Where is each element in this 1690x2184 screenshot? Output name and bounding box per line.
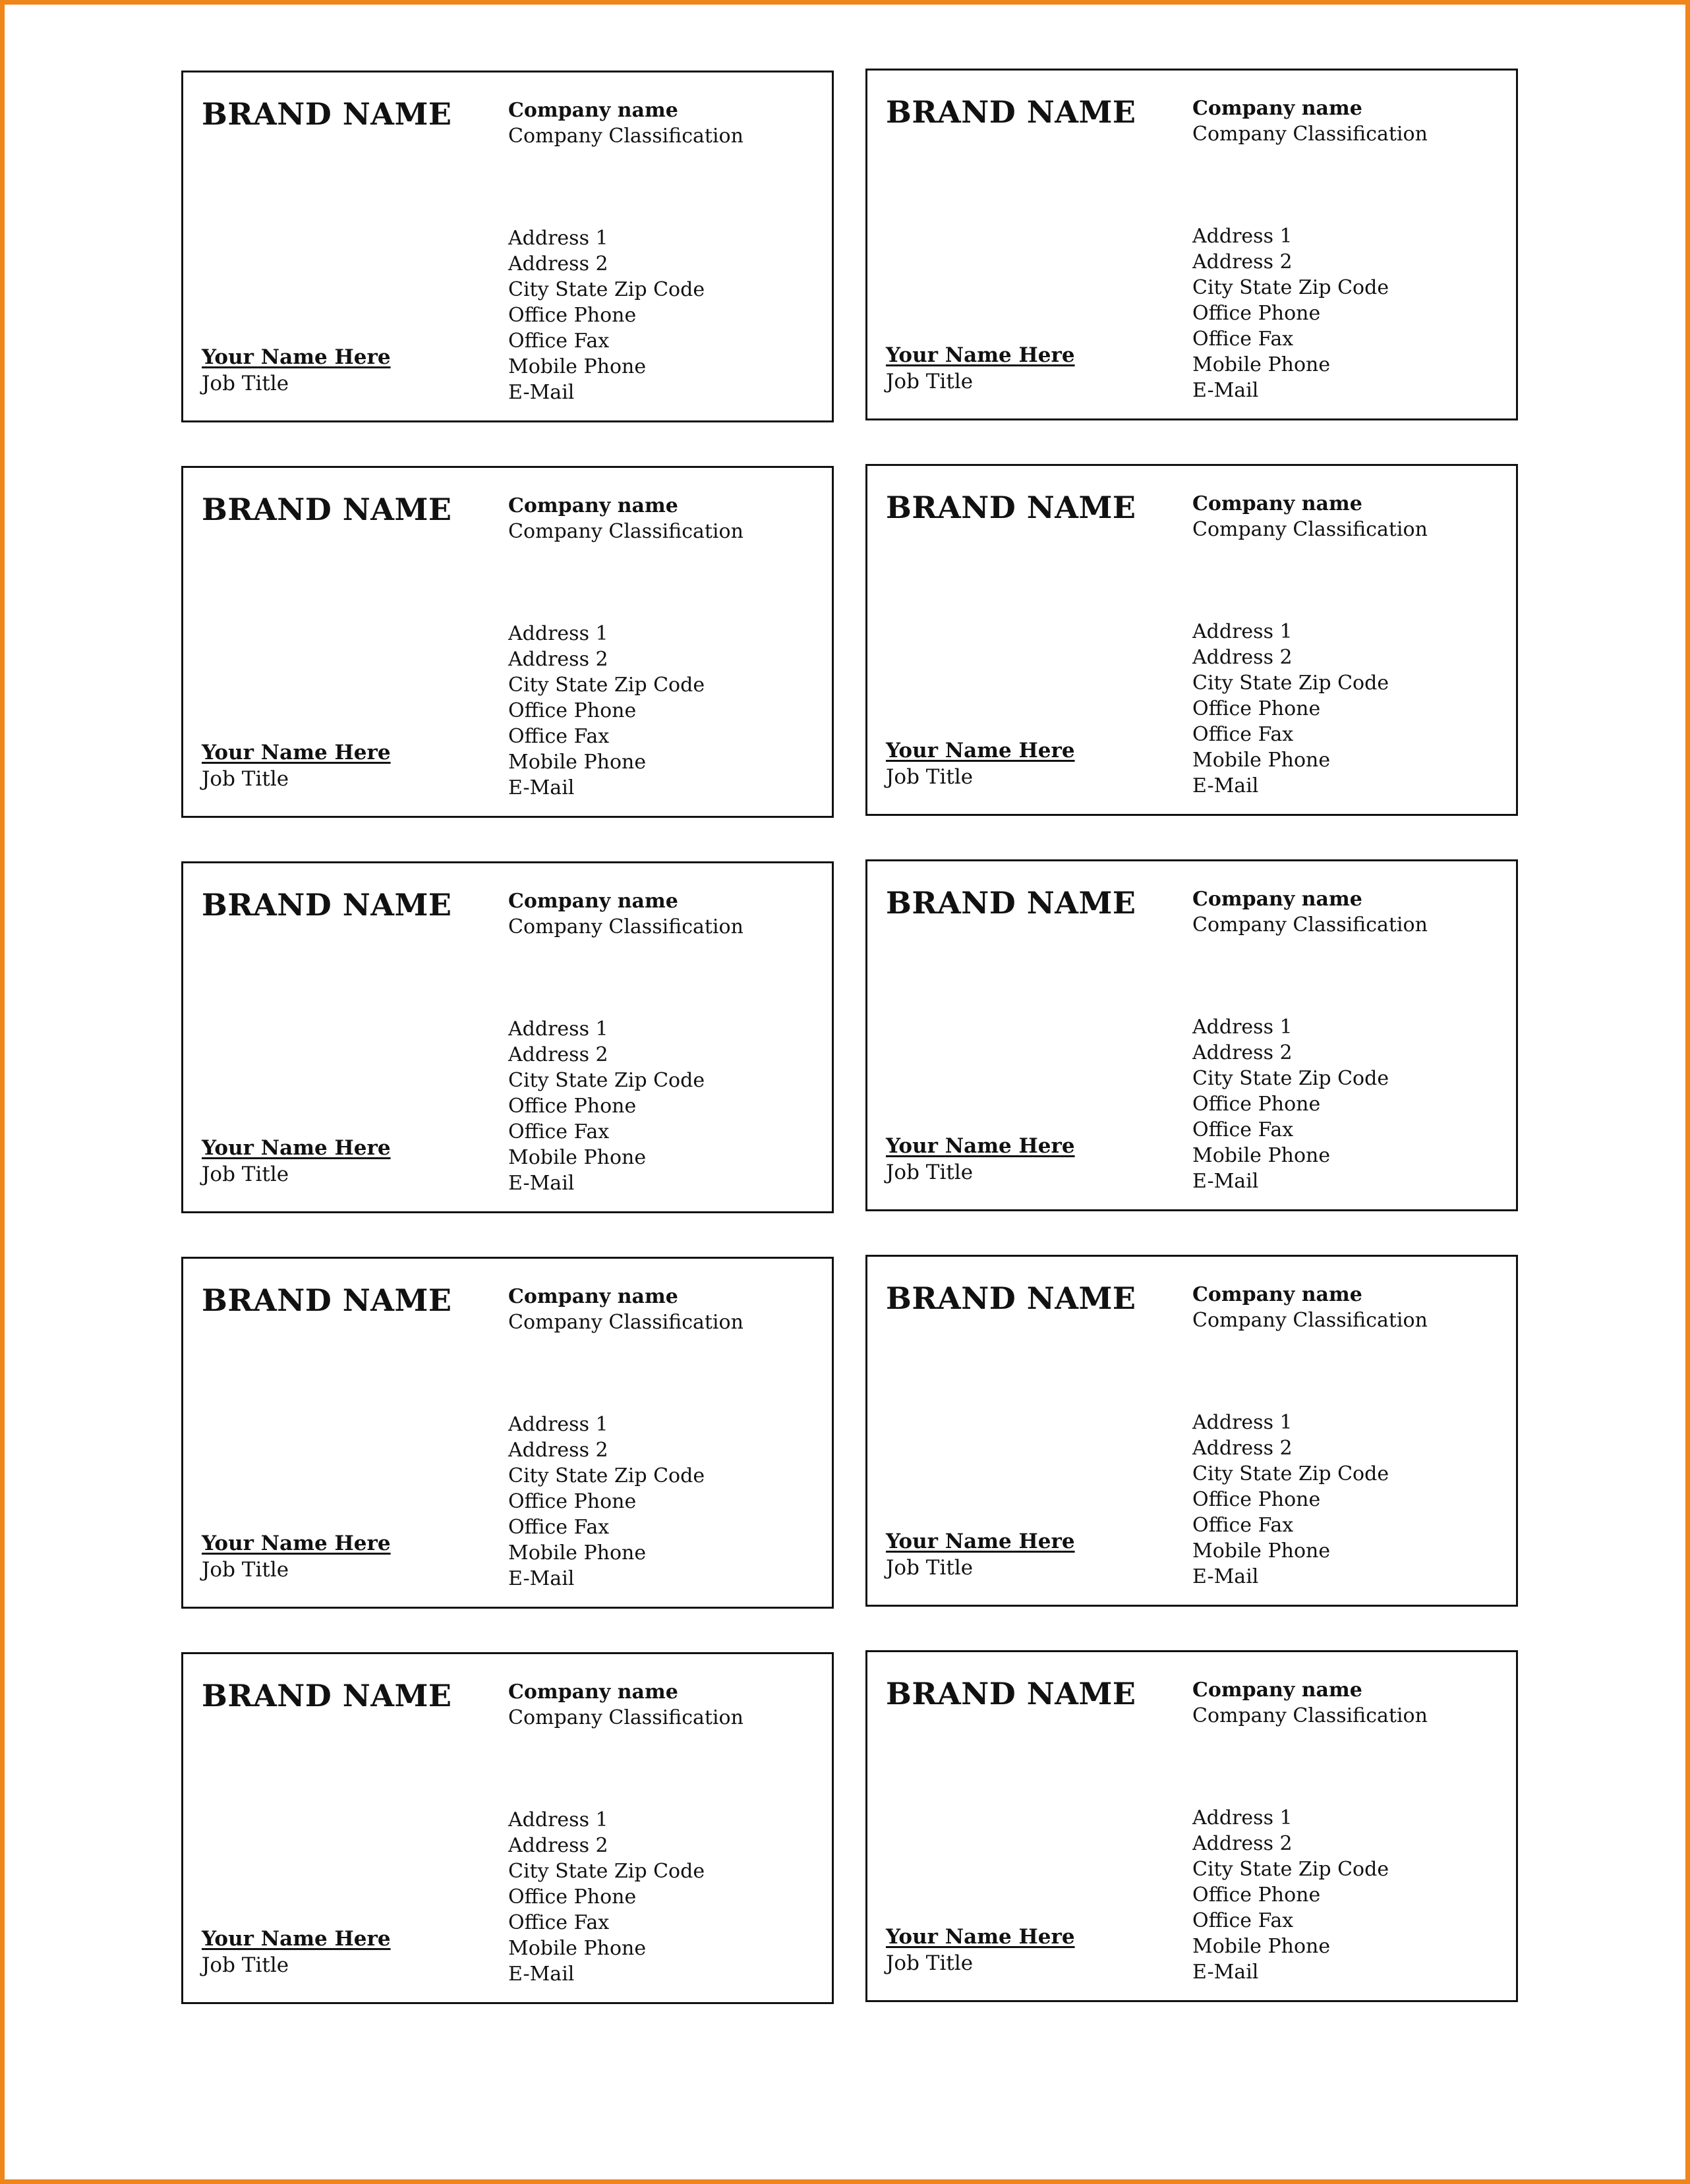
job-title: Job Title (886, 1161, 974, 1184)
contact-details (508, 1807, 705, 1987)
office-phone: Office Phone (1192, 697, 1321, 720)
mobile-phone: Mobile Phone (1192, 1539, 1331, 1563)
company-classification: Company Classification (1192, 913, 1428, 936)
office-fax: Office Fax (1192, 1909, 1294, 1932)
mobile-phone: Mobile Phone (1192, 1935, 1331, 1958)
person-name: Your Name Here (202, 741, 391, 764)
company-classification: Company Classification (508, 1706, 743, 1729)
address-2: Address 2 (508, 1439, 608, 1462)
city-state-zip: City State Zip Code (1192, 276, 1389, 299)
company-classification: Company Classification (1192, 1704, 1428, 1727)
company-name: Company name (1192, 1679, 1362, 1702)
email: E-Mail (508, 1172, 575, 1195)
brand-name: BRAND NAME (202, 1282, 452, 1318)
address-2: Address 2 (508, 1834, 608, 1857)
address-2: Address 2 (1192, 646, 1293, 669)
company-name: Company name (508, 494, 678, 517)
company-name: Company name (1192, 888, 1362, 911)
person-name: Your Name Here (886, 1134, 1075, 1158)
email: E-Mail (1192, 774, 1259, 797)
person-name: Your Name Here (886, 1530, 1075, 1553)
company-name: Company name (1192, 492, 1362, 515)
office-phone: Office Phone (508, 304, 637, 327)
job-title: Job Title (886, 765, 974, 789)
address-1: Address 1 (508, 1413, 608, 1436)
contact-details (508, 225, 705, 405)
office-fax: Office Fax (1192, 328, 1294, 351)
mobile-phone: Mobile Phone (508, 751, 647, 774)
job-title: Job Title (202, 1163, 289, 1186)
address-2: Address 2 (508, 648, 608, 671)
city-state-zip: City State Zip Code (1192, 672, 1389, 695)
brand-name: BRAND NAME (886, 1676, 1136, 1711)
office-fax: Office Fax (1192, 1514, 1294, 1537)
company-classification: Company Classification (508, 915, 743, 938)
address-2: Address 2 (1192, 1832, 1293, 1855)
contact-details (508, 1412, 705, 1592)
office-phone: Office Phone (1192, 1488, 1321, 1511)
company-classification: Company Classification (1192, 123, 1428, 146)
business-card (181, 71, 834, 422)
office-fax: Office Fax (508, 1120, 610, 1143)
person-name: Your Name Here (886, 1925, 1075, 1949)
city-state-zip: City State Zip Code (1192, 1858, 1389, 1881)
contact-details (1192, 1014, 1389, 1194)
address-1: Address 1 (1192, 1411, 1293, 1434)
brand-name: BRAND NAME (886, 885, 1136, 921)
person-name: Your Name Here (202, 1532, 391, 1555)
mobile-phone: Mobile Phone (508, 355, 647, 378)
company-classification: Company Classification (508, 520, 743, 543)
city-state-zip: City State Zip Code (508, 1860, 705, 1883)
person-name: Your Name Here (886, 343, 1075, 367)
email: E-Mail (1192, 379, 1259, 402)
company-name: Company name (508, 1681, 678, 1704)
business-card (181, 466, 834, 818)
contact-details (508, 1016, 705, 1196)
email: E-Mail (508, 381, 575, 404)
office-phone: Office Phone (508, 699, 637, 722)
office-phone: Office Phone (1192, 302, 1321, 325)
address-1: Address 1 (508, 1018, 608, 1041)
company-name: Company name (508, 1285, 678, 1308)
address-2: Address 2 (1192, 1041, 1293, 1064)
job-title: Job Title (202, 372, 289, 395)
company-classification: Company Classification (508, 1311, 743, 1334)
city-state-zip: City State Zip Code (1192, 1462, 1389, 1485)
job-title: Job Title (886, 1951, 974, 1975)
business-card (181, 1257, 834, 1609)
office-fax: Office Fax (508, 725, 610, 748)
office-fax: Office Fax (508, 1516, 610, 1539)
business-card (865, 464, 1518, 816)
mobile-phone: Mobile Phone (508, 1541, 647, 1565)
business-card (181, 861, 834, 1213)
brand-name: BRAND NAME (202, 96, 452, 132)
mobile-phone: Mobile Phone (1192, 353, 1331, 376)
office-fax: Office Fax (508, 1911, 610, 1934)
email: E-Mail (1192, 1565, 1259, 1588)
business-card (181, 1652, 834, 2004)
company-classification: Company Classification (1192, 518, 1428, 541)
mobile-phone: Mobile Phone (508, 1146, 647, 1169)
brand-name: BRAND NAME (886, 490, 1136, 525)
city-state-zip: City State Zip Code (508, 278, 705, 301)
person-name: Your Name Here (202, 1927, 391, 1951)
city-state-zip: City State Zip Code (508, 1069, 705, 1092)
contact-details (508, 621, 705, 801)
office-phone: Office Phone (1192, 1093, 1321, 1116)
brand-name: BRAND NAME (202, 887, 452, 923)
office-fax: Office Fax (1192, 723, 1294, 746)
address-2: Address 2 (508, 252, 608, 275)
city-state-zip: City State Zip Code (508, 674, 705, 697)
office-phone: Office Phone (508, 1095, 637, 1118)
address-1: Address 1 (1192, 1016, 1293, 1039)
job-title: Job Title (202, 767, 289, 791)
address-2: Address 2 (1192, 250, 1293, 273)
city-state-zip: City State Zip Code (1192, 1067, 1389, 1090)
city-state-zip: City State Zip Code (508, 1464, 705, 1487)
address-1: Address 1 (1192, 620, 1293, 643)
address-1: Address 1 (1192, 1806, 1293, 1829)
job-title: Job Title (202, 1953, 289, 1977)
job-title: Job Title (886, 370, 974, 393)
company-name: Company name (1192, 1283, 1362, 1306)
job-title: Job Title (886, 1556, 974, 1580)
company-name: Company name (508, 99, 678, 122)
email: E-Mail (1192, 1961, 1259, 1984)
brand-name: BRAND NAME (886, 1280, 1136, 1316)
email: E-Mail (508, 1567, 575, 1590)
office-fax: Office Fax (1192, 1118, 1294, 1141)
company-name: Company name (508, 890, 678, 913)
contact-details (1192, 1805, 1389, 1985)
mobile-phone: Mobile Phone (508, 1937, 647, 1960)
office-phone: Office Phone (1192, 1883, 1321, 1907)
business-card (865, 859, 1518, 1211)
email: E-Mail (508, 776, 575, 799)
company-classification: Company Classification (1192, 1309, 1428, 1332)
person-name: Your Name Here (886, 739, 1075, 762)
address-1: Address 1 (508, 227, 608, 250)
address-1: Address 1 (508, 622, 608, 645)
contact-details (1192, 619, 1389, 799)
contact-details (1192, 1410, 1389, 1590)
business-card (865, 69, 1518, 420)
business-card (865, 1255, 1518, 1607)
person-name: Your Name Here (202, 345, 391, 369)
company-name: Company name (1192, 97, 1362, 120)
mobile-phone: Mobile Phone (1192, 749, 1331, 772)
contact-details (1192, 223, 1389, 403)
address-2: Address 2 (1192, 1437, 1293, 1460)
person-name: Your Name Here (202, 1136, 391, 1160)
address-1: Address 1 (508, 1808, 608, 1831)
brand-name: BRAND NAME (202, 492, 452, 527)
company-classification: Company Classification (508, 125, 743, 148)
address-1: Address 1 (1192, 225, 1293, 248)
office-phone: Office Phone (508, 1885, 637, 1909)
job-title: Job Title (202, 1558, 289, 1582)
office-fax: Office Fax (508, 330, 610, 353)
business-card (865, 1650, 1518, 2002)
brand-name: BRAND NAME (886, 94, 1136, 130)
brand-name: BRAND NAME (202, 1678, 452, 1713)
email: E-Mail (508, 1963, 575, 1986)
email: E-Mail (1192, 1170, 1259, 1193)
office-phone: Office Phone (508, 1490, 637, 1513)
mobile-phone: Mobile Phone (1192, 1144, 1331, 1167)
address-2: Address 2 (508, 1043, 608, 1066)
